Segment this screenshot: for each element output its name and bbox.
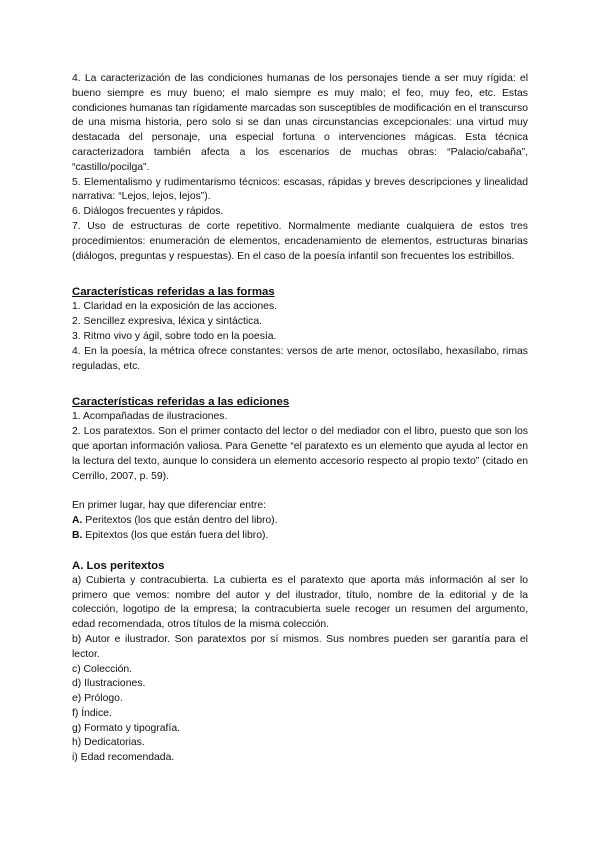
peritextos-item-b: b) Autor e ilustrador. Son paratextos por sí mismos. Sus nombres pueden ser garantía para el lector. [72,633,528,660]
item-b-label: B. [72,529,83,541]
intro-item-4: 4. La caracterización de las condiciones humanas de los personajes tiende a ser muy rígida: el bueno siempre es muy bueno; el malo siempre es muy malo; el feo, muy feo, etc. Estas condiciones humanas tan rígidamente marcadas son susceptibles de modificación en el transcurso de una misma historia, pero solo si se dan unas circunstancias excepcionales: una virtud muy destacada del personaje, una especial fortuna o intervenciones mágicas. Esta técnica caracterizadora también afecta a los escenarios de muchas obras: “Palacio/cabaña”, “castillo/pocilga”. [72,73,528,173]
peritextos-item-a: a) Cubierta y contracubierta. La cubierta es el paratexto que aporta más información al ser lo primero que vemos: nombre del autor y del ilustrador, título, nombre de la editorial y de la colección, logotipo de la empresa; la contracubierta suele recoger un resumen del argumento, edad recomendada, otros títulos de la misma colección. [72,574,528,631]
item-b-text: Epitextos (los que están fuera del libro). [82,529,269,541]
peritextos-item-i: i) Edad recomendada. [72,752,175,764]
item-a-text: Peritextos (los que están dentro del libro). [82,515,278,527]
item-a-label: A. [72,515,83,527]
peritextos-item-f: f) Índice. [72,707,112,719]
ediciones-item-1: 1. Acompañadas de ilustraciones. [72,411,228,423]
peritextos-item-g: g) Formato y tipografía. [72,722,180,734]
section-heading-peritextos: A. Los peritextos [72,559,165,572]
spacer [72,544,528,559]
document-page [72,72,528,766]
diferenciar-intro: En primer lugar, hay que diferenciar entre: [72,500,267,512]
diferenciar-item-a [72,514,528,529]
diferenciar-item-b [72,529,528,544]
intro-item-7: 7. Uso de estructuras de corte repetitivo. Normalmente mediante cualquiera de estos tres procedimientos: enumeración de elementos, encadenamiento de elementos, estructuras binarias (diálogos, preguntas y respuestas). En el caso de la poesía infantil son frecuentes los estribillos. [72,220,528,262]
intro-item-5: 5. Elementalismo y rudimentarismo técnicos: escasas, rápidas y breves descripciones y linealidad narrativa: “Lejos, lejos, lejos”). [72,176,528,203]
spacer [72,374,528,395]
peritextos-item-h: h) Dedicatorias. [72,737,145,749]
peritextos-item-e: e) Prólogo. [72,693,123,705]
spacer [72,484,528,499]
ediciones-item-2: 2. Los paratextos. Son el primer contacto del lector o del mediador con el libro, puesto que son los que aportan información valiosa. Para Genette “el paratexto es un elemento que ayuda al lector en la lectura del texto, aunque lo considera un elemento accesorio respecto al propio texto” (citado en Cerrillo, 2007, p. 59). [72,426,528,482]
intro-item-6: 6. Diálogos frecuentes y rápidos. [72,206,224,218]
spacer [72,264,528,285]
peritextos-item-d: d) Ilustraciones. [72,678,146,690]
formas-item-3: 3. Ritmo vivo y ágil, sobre todo en la poesía. [72,330,277,342]
section-heading-formas: Características referidas a las formas [72,286,275,299]
formas-item-2: 2. Sencillez expresiva, léxica y sintáctica. [72,316,262,328]
peritextos-item-c: c) Colección. [72,663,133,675]
formas-item-1: 1. Claridad en la exposición de las acciones. [72,301,278,313]
formas-item-4: 4. En la poesía, la métrica ofrece constantes: versos de arte menor, octosílabo, hexasílabo, rimas reguladas, etc. [72,345,528,372]
section-heading-ediciones: Características referidas a las ediciones [72,396,290,409]
